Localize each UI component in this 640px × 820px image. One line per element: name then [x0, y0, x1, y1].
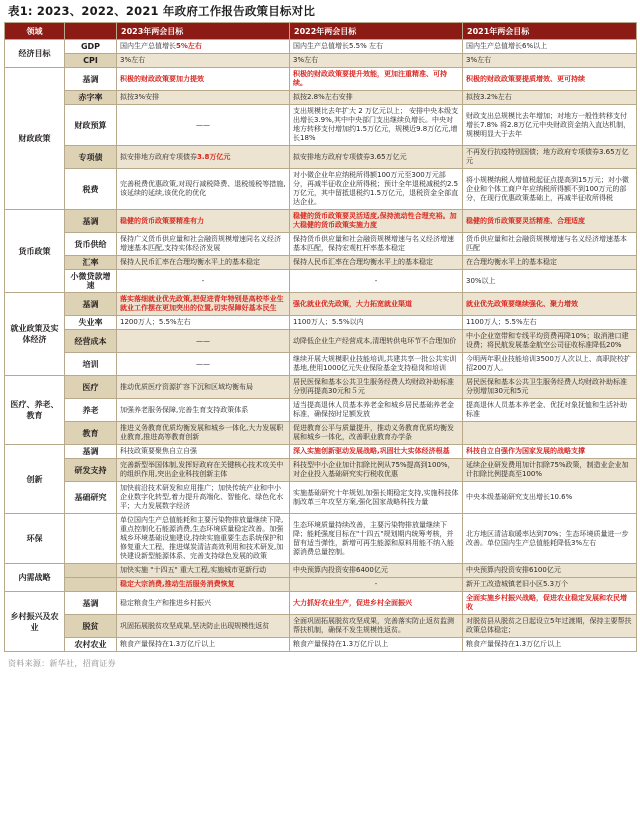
- table-row: [5, 146, 637, 169]
- table-row: [5, 482, 637, 514]
- cell-y2023: 粮食产量保持在1.3万亿斤以上: [117, 638, 290, 652]
- cell-y2022: 适当提高退休人员基本养老金和城乡居民基础养老金标准，确保按时足额发放: [290, 399, 463, 422]
- cell-y2021: 延续企业研发费用加计扣除75%政策，制造业企业加计扣除比例提高至100%: [463, 459, 637, 482]
- cell-item: 基调: [65, 592, 117, 615]
- cell-domain: 医疗、养老、教育: [5, 376, 65, 445]
- cell-item: [65, 578, 117, 592]
- cell-y2022: 实施基础研究十年规划,加强长期稳定支持,实施科技体制改革三年攻坚方案,强化国家战略科技力量: [290, 482, 463, 514]
- cell-y2023: 稳定粮食生产和推进乡村振兴: [117, 592, 290, 615]
- table-row: [5, 40, 637, 54]
- cell-y2021: 财政支出总规模比去年增加；对地方一般性转移支付增长7.8% 将2.8万亿元中央财政资金纳入直达机制，规模明显大于去年: [463, 105, 637, 146]
- table-row: [5, 459, 637, 482]
- cell-item: [65, 514, 117, 564]
- cell-domain: 内需战略: [5, 564, 65, 592]
- cell-y2023: 1200万人；5.5%左右: [117, 316, 290, 330]
- table-row: [5, 514, 637, 564]
- table-row: [5, 270, 637, 293]
- header-year-2021: 2021年两会目标: [463, 23, 637, 40]
- cell-y2021: 货币供应量和社会融资规模增速与名义经济增速基本匹配: [463, 233, 637, 256]
- cell-item: 研发支持: [65, 459, 117, 482]
- cell-item: 赤字率: [65, 91, 117, 105]
- cell-y2023: 保持人民币汇率在合理均衡水平上的基本稳定: [117, 256, 290, 270]
- cell-y2021: 在合理均衡水平上的基本稳定: [463, 256, 637, 270]
- table-row: [5, 233, 637, 256]
- cell-y2021: 30%以上: [463, 270, 637, 293]
- table-row: [5, 564, 637, 578]
- cell-y2022: 保持货币供应量和社会融资规模增速与名义经济增速基本匹配，保持宏观杠杆率基本稳定: [290, 233, 463, 256]
- cell-y2021: 拟按3.2%左右: [463, 91, 637, 105]
- cell-y2022: -: [290, 578, 463, 592]
- cell-y2023: 推进义务教育优质均衡发展和城乡一体化,大力发展职业教育,推进高等教育创新: [117, 422, 290, 445]
- cell-item: 失业率: [65, 316, 117, 330]
- cell-item: CPI: [65, 54, 117, 68]
- table-row: [5, 293, 637, 316]
- cell-y2022: 国内生产总值增长5.5% 左右: [290, 40, 463, 54]
- cell-domain: 货币政策: [5, 210, 65, 293]
- cell-y2023: 加快实施 "十四五" 重大工程,实施城市更新行动: [117, 564, 290, 578]
- cell-y2023: ——: [117, 330, 290, 353]
- table-row: [5, 316, 637, 330]
- table-row: [5, 376, 637, 399]
- cell-y2023: -: [117, 270, 290, 293]
- cell-y2021: [463, 422, 637, 445]
- cell-y2022: 动降低企业生产经营成本,清理转供电环节不合理加价: [290, 330, 463, 353]
- table-row: [5, 54, 637, 68]
- cell-y2022: 支出规模比去年扩大 2 万亿元以上； 安排中央本级支出增长3.9%,其中中央部门支出继续负增长。中央对地方转移支付增加约1.5万亿元，规模近9.8万亿元,增长18%: [290, 105, 463, 146]
- header-year-2023: 2023年两会目标: [117, 23, 290, 40]
- cell-item: 基调: [65, 445, 117, 459]
- cell-y2023: 完善税费优惠政策,对现行减税降费、退税缓税等措施,该延续的延续,该优化的优化: [117, 169, 290, 210]
- cell-item: 货币供给: [65, 233, 117, 256]
- cell-y2021: 科技自立自强作为国家发展的战略支撑: [463, 445, 637, 459]
- cell-y2022: 1100万人；5.5%以内: [290, 316, 463, 330]
- cell-y2022: 中央预算内投资安排6400亿元: [290, 564, 463, 578]
- cell-y2021: 粮食产量保持在1.3万亿斤以上: [463, 638, 637, 652]
- cell-item: 经营成本: [65, 330, 117, 353]
- cell-item: 培训: [65, 353, 117, 376]
- cell-y2021: 将小规模纳税人增值税起征点提高到15万元；对小微企业和个体工商户年应纳税所得额不到100万元的部分，在现行优惠政策基础上，再减半征收所得税: [463, 169, 637, 210]
- cell-y2022: 深入实施创新驱动发展战略,巩固壮大实体经济根基: [290, 445, 463, 459]
- header-year-2022: 2022年两会目标: [290, 23, 463, 40]
- table-row: [5, 169, 637, 210]
- cell-y2021: 全面实施乡村振兴战略，促进农业稳定发展和农民增收: [463, 592, 637, 615]
- table-row: [5, 210, 637, 233]
- cell-y2023: 科技政策要聚焦自立自强: [117, 445, 290, 459]
- cell-y2022: 强化就业优先政策，大力拓宽就业渠道: [290, 293, 463, 316]
- cell-y2023: 加快前沿技术研发和应用推广；加快传统产业和中小企业数字化转型,着力提升高端化、智能化、绿色化水平；大力发展数字经济: [117, 482, 290, 514]
- cell-y2023: 拟按3%安排: [117, 91, 290, 105]
- header-item: [65, 23, 117, 40]
- cell-y2022: 拟按2.8%左右安排: [290, 91, 463, 105]
- table-row: [5, 399, 637, 422]
- table-row: [5, 445, 637, 459]
- cell-item: 养老: [65, 399, 117, 422]
- cell-y2021: 就业优先政策要继续强化、聚力增效: [463, 293, 637, 316]
- table-row: [5, 615, 637, 638]
- cell-y2023: 落实落细就业优先政策,把促进青年特别是高校毕业生就业工作摆在更加突出的位置,切实保障好基本民生: [117, 293, 290, 316]
- cell-item: 基调: [65, 210, 117, 233]
- cell-y2023: 单位国内生产总值能耗和主要污染物排放量继续下降,重点控制化石能源消费,生态环境质量稳定改善。加强城乡环境基础设施建设,持续实施重要生态系统保护和修复重大工程，推进煤炭清洁高效利用和技术研发,加快建设新型能源体系、完善支持绿色发展的政策: [117, 514, 290, 564]
- cell-domain: 创新: [5, 445, 65, 514]
- cell-y2022: 3%左右: [290, 54, 463, 68]
- cell-y2023: 拟安排地方政府专项债券3.8万亿元: [117, 146, 290, 169]
- cell-y2022: 促进教育公平与质量提升，推动义务教育优质均衡发展和城乡一体化，改善职业教育办学条: [290, 422, 463, 445]
- cell-y2021: 中小企业宽带和专线平均资费再降10%；取消港口建设费；将民航发展基金航空公司征收标准降低20%: [463, 330, 637, 353]
- cell-domain: 乡村振兴及农业: [5, 592, 65, 652]
- table-row: [5, 330, 637, 353]
- cell-item: 医疗: [65, 376, 117, 399]
- cell-item: 教育: [65, 422, 117, 445]
- cell-item: 小微贷款增速: [65, 270, 117, 293]
- cell-y2023: 巩固拓展脱贫攻坚成果,坚决防止出现规模性返贫: [117, 615, 290, 638]
- policy-comparison-table: [4, 22, 637, 652]
- table-row: [5, 592, 637, 615]
- cell-item: GDP: [65, 40, 117, 54]
- cell-domain: 就业政策及实体经济: [5, 293, 65, 376]
- cell-y2022: 对小微企业年应纳税所得额100万元至300万元部分，再减半征收企业所得税；预计全年退税减税约2.5万亿元，其中留抵退税约1.5万亿元，退税资金全部直达企业。: [290, 169, 463, 210]
- cell-y2022: 科技型中小企业加计扣除比例从75%提高到100%，对企业投入基础研究实行税收优惠: [290, 459, 463, 482]
- cell-item: 专项债: [65, 146, 117, 169]
- cell-y2021: 中央预算内投资安排6100亿元: [463, 564, 637, 578]
- cell-y2022: 继续开展大规模职业技能培训,共建共享一批公共实训基地,使用1000亿元失业保险基金支持稳岗和培训: [290, 353, 463, 376]
- source-note: 资料来源：新华社，招商证券: [8, 659, 116, 668]
- table-row: [5, 353, 637, 376]
- table-row: [5, 91, 637, 105]
- cell-y2021: 稳健的货币政策要灵活精准、合理适度: [463, 210, 637, 233]
- cell-y2023: 完善新型举国体制,发挥好政府在关键核心技术攻关中的组织作用,突出企业科技创新主体: [117, 459, 290, 482]
- cell-y2022: 大力抓好农业生产，促进乡村全面振兴: [290, 592, 463, 615]
- cell-y2022: -: [290, 270, 463, 293]
- cell-y2021: 对脱贫县从脱贫之日起设立5年过渡期，保持主要帮扶政策总体稳定；: [463, 615, 637, 638]
- table-row: [5, 638, 637, 652]
- cell-y2023: 推动优质医疗资源扩容下沉和区域均衡布局: [117, 376, 290, 399]
- cell-y2021: 今明两年职业技能培训3500万人次以上、高职院校扩招200万人。: [463, 353, 637, 376]
- cell-y2023: 稳定大宗消费,推动生活服务消费恢复: [117, 578, 290, 592]
- cell-item: 税费: [65, 169, 117, 210]
- cell-y2023: ——: [117, 105, 290, 146]
- cell-y2021: 1100万人；5.5%左右: [463, 316, 637, 330]
- cell-y2023: 稳健的货币政策要精准有力: [117, 210, 290, 233]
- cell-y2022: 全面巩固拓展脱贫攻坚成果，完善落实防止返贫监测帮扶机制，确保不发生规模性返贫。: [290, 615, 463, 638]
- cell-item: 汇率: [65, 256, 117, 270]
- table-caption: 表1: 2023、2022、2021 年政府工作报告政策目标对比: [8, 4, 316, 18]
- header-row: [5, 23, 637, 40]
- cell-item: 基调: [65, 293, 117, 316]
- cell-y2021: 不再发行抗疫特别国债；地方政府专项债券3.65万亿元: [463, 146, 637, 169]
- table-row: [5, 422, 637, 445]
- cell-y2023: 国内生产总值增长5%左右: [117, 40, 290, 54]
- cell-y2021: 新开工改造城镇老旧小区5.3万个: [463, 578, 637, 592]
- table-row: [5, 68, 637, 91]
- cell-y2021: 提高退休人员基本养老金、优抚对象抚恤和生活补助标准: [463, 399, 637, 422]
- header-domain: 领域: [5, 23, 65, 40]
- cell-domain: 财政政策: [5, 68, 65, 210]
- cell-y2022: 保持人民币汇率在合理均衡水平上的基本稳定: [290, 256, 463, 270]
- cell-domain: 环保: [5, 514, 65, 564]
- cell-y2023: 保持广义货币供应量和社会融资规模增速同名义经济增速基本匹配,支持实体经济发展: [117, 233, 290, 256]
- cell-y2021: 北方地区清洁取暖率达到70%；生态环境质量进一步改善。单位国内生产总值能耗降低3%左右: [463, 514, 637, 564]
- cell-item: 农村农业: [65, 638, 117, 652]
- table-header: [5, 23, 637, 40]
- cell-item: 财政预算: [65, 105, 117, 146]
- cell-y2021: 国内生产总值增长6%以上: [463, 40, 637, 54]
- cell-item: 基调: [65, 68, 117, 91]
- cell-item: 脱贫: [65, 615, 117, 638]
- table-row: [5, 105, 637, 146]
- table-body: [5, 40, 637, 652]
- cell-y2023: 3%左右: [117, 54, 290, 68]
- cell-y2022: 积极的财政政策要提升效能，更加注重精准、可持续。: [290, 68, 463, 91]
- cell-y2021: 居民医保和基本公共卫生服务经费人均财政补助标准分别增加30元和5元: [463, 376, 637, 399]
- cell-y2022: 稳健的货币政策要灵活适度,保持流动性合理充裕。加大稳健的货币政策实施力度: [290, 210, 463, 233]
- cell-y2023: 积极的财政政策要加力提效: [117, 68, 290, 91]
- cell-y2021: 3%左右: [463, 54, 637, 68]
- cell-item: 基础研究: [65, 482, 117, 514]
- cell-y2021: 中央本级基础研究支出增长10.6%: [463, 482, 637, 514]
- table-row: [5, 256, 637, 270]
- cell-y2023: 加强养老服务保障,完善生育支持政策体系: [117, 399, 290, 422]
- cell-y2022: 居民医保和基本公共卫生服务经费人均财政补助标准分别再提高30元和５元: [290, 376, 463, 399]
- cell-y2022: 拟安排地方政府专项债券3.65万亿元: [290, 146, 463, 169]
- cell-item: [65, 564, 117, 578]
- cell-y2021: 积极的财政政策要提质增效、更可持续: [463, 68, 637, 91]
- cell-y2022: 生态环境质量持续改善，主要污染物排放量继续下降；能耗强度目标在"十四五"规划期内统筹考核，并留有适当弹性，新增可再生能源和原料用能不纳入能源消费总量控制。: [290, 514, 463, 564]
- table-row: [5, 578, 637, 592]
- cell-domain: 经济目标: [5, 40, 65, 68]
- cell-y2023: ——: [117, 353, 290, 376]
- cell-y2022: 粮食产量保持在1.3万亿斤以上: [290, 638, 463, 652]
